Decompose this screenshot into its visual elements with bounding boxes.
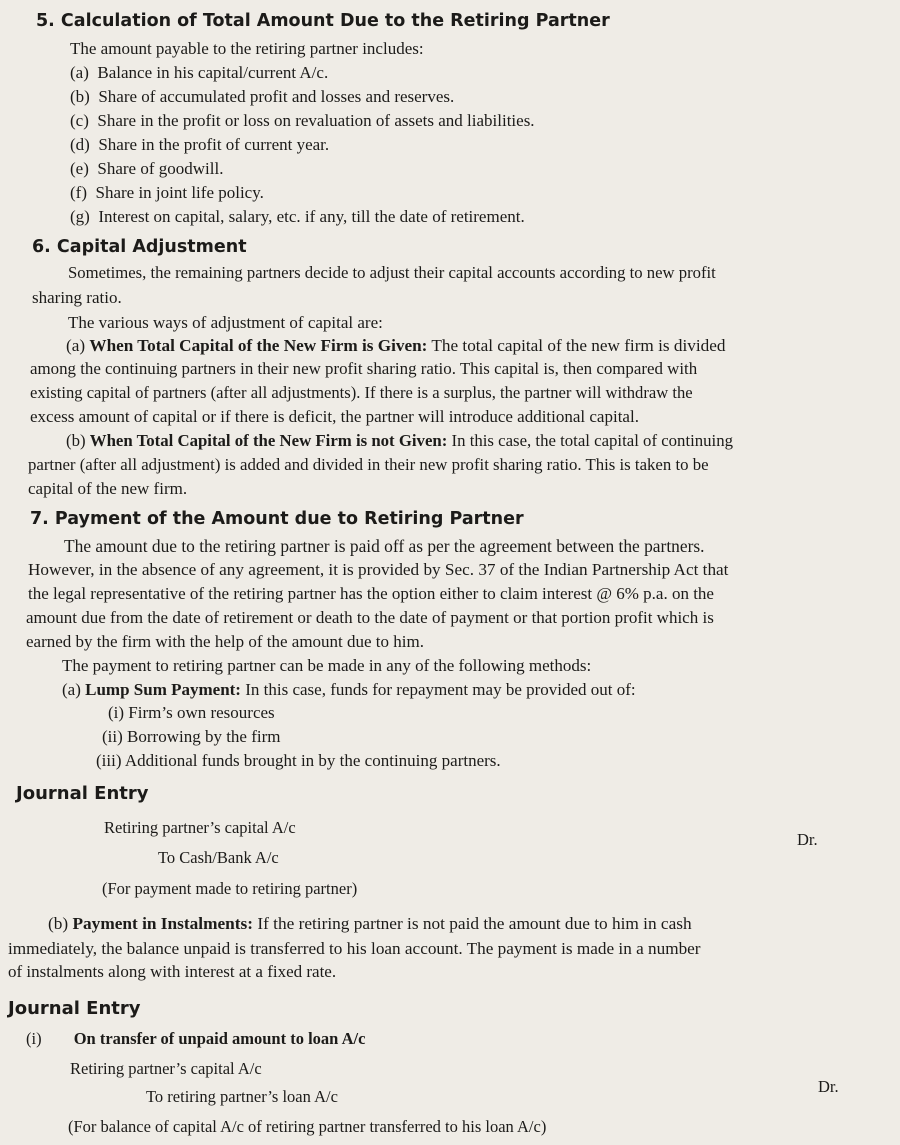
paragraph-line: (b) Payment in Instalments: If the retiring partner is not paid the amount due to him in cash (48, 914, 692, 933)
list-item: (e) Share of goodwill. (70, 159, 224, 178)
journal-dr: Dr. (818, 1077, 839, 1096)
list-item: (f) Share in joint life policy. (70, 183, 264, 202)
paragraph-line: The various ways of adjustment of capital are: (68, 313, 383, 332)
paragraph-line: Sometimes, the remaining partners decide to adjust their capital accounts according to new profit (68, 263, 716, 282)
section-5-heading (36, 10, 610, 32)
list-item: (i) Firm’s own resources (108, 703, 275, 722)
section-number: 7. (30, 509, 49, 529)
paragraph-line: amount due from the date of retirement or death to the date of payment or that portion profit which is (26, 608, 714, 627)
paragraph-line: among the continuing partners in their new profit sharing ratio. This capital is, then compared with (30, 359, 698, 378)
journal-item-heading: (i) On transfer of unpaid amount to loan A/c (26, 1029, 366, 1048)
paragraph-line: capital of the new firm. (28, 479, 188, 498)
section-number: 5. (36, 11, 55, 31)
paragraph-line: immediately, the balance unpaid is transferred to his loan account. The payment is made in a number (8, 939, 701, 958)
list-item: (a) Balance in his capital/current A/c. (70, 63, 329, 82)
section-6-heading (32, 236, 247, 258)
paragraph-line: excess amount of capital or if there is deficit, the partner will introduce additional capital. (30, 407, 639, 426)
list-item: (g) Interest on capital, salary, etc. if any, till the date of retirement. (70, 207, 525, 226)
journal-debit: Retiring partner’s capital A/c (104, 818, 296, 837)
list-item: (c) Share in the profit or loss on revaluation of assets and liabilities. (70, 111, 535, 130)
paragraph-line: of instalments along with interest at a fixed rate. (8, 962, 337, 981)
paragraph-line: existing capital of partners (after all adjustments). If there is a surplus, the partner will withdraw the (30, 383, 693, 402)
paragraph-line: The payment to retiring partner can be made in any of the following methods: (62, 656, 592, 675)
paragraph-line: earned by the firm with the help of the amount due to him. (26, 632, 424, 651)
journal-dr: Dr. (797, 830, 818, 849)
list-item: (d) Share in the profit of current year. (70, 135, 330, 154)
journal-entry-heading: Journal Entry (16, 783, 149, 804)
paragraph-line: (b) When Total Capital of the New Firm is not Given: In this case, the total capital of continuing (66, 431, 734, 450)
list-item: (b) Share of accumulated profit and losses and reserves. (70, 87, 455, 106)
section-number: 6. (32, 237, 51, 257)
journal-credit: To Cash/Bank A/c (158, 848, 279, 867)
section-5-intro: The amount payable to the retiring partner includes: (70, 39, 424, 58)
paragraph-line: The amount due to the retiring partner is paid off as per the agreement between the partners. (64, 536, 705, 556)
section-title: Capital Adjustment (56, 237, 247, 257)
paragraph-line: partner (after all adjustment) is added and divided in their new profit sharing ratio. This is taken to be (28, 455, 709, 474)
paragraph-line: (a) When Total Capital of the New Firm is Given: The total capital of the new firm is divided (66, 336, 726, 355)
journal-entry-heading: Journal Entry (8, 998, 141, 1019)
paragraph-line: However, in the absence of any agreement, it is provided by Sec. 37 of the Indian Partnership Act that (28, 560, 729, 579)
section-title: Payment of the Amount due to Retiring Partner (54, 509, 524, 529)
journal-credit: To retiring partner’s loan A/c (146, 1087, 338, 1106)
paragraph-line: the legal representative of the retiring partner has the option either to claim interest @ 6% p.a. on the (28, 584, 714, 603)
journal-narration: (For payment made to retiring partner) (102, 879, 358, 898)
list-item: (iii) Additional funds brought in by the continuing partners. (96, 751, 501, 770)
list-item: (ii) Borrowing by the firm (102, 727, 281, 746)
journal-debit: Retiring partner’s capital A/c (70, 1059, 262, 1078)
paragraph-line: (a) Lump Sum Payment: In this case, funds for repayment may be provided out of: (62, 680, 636, 699)
section-7-heading (30, 508, 524, 530)
journal-narration: (For balance of capital A/c of retiring partner transferred to his loan A/c) (68, 1117, 547, 1136)
paragraph-line: sharing ratio. (32, 288, 122, 307)
section-title: Calculation of Total Amount Due to the Retiring Partner (60, 11, 610, 31)
